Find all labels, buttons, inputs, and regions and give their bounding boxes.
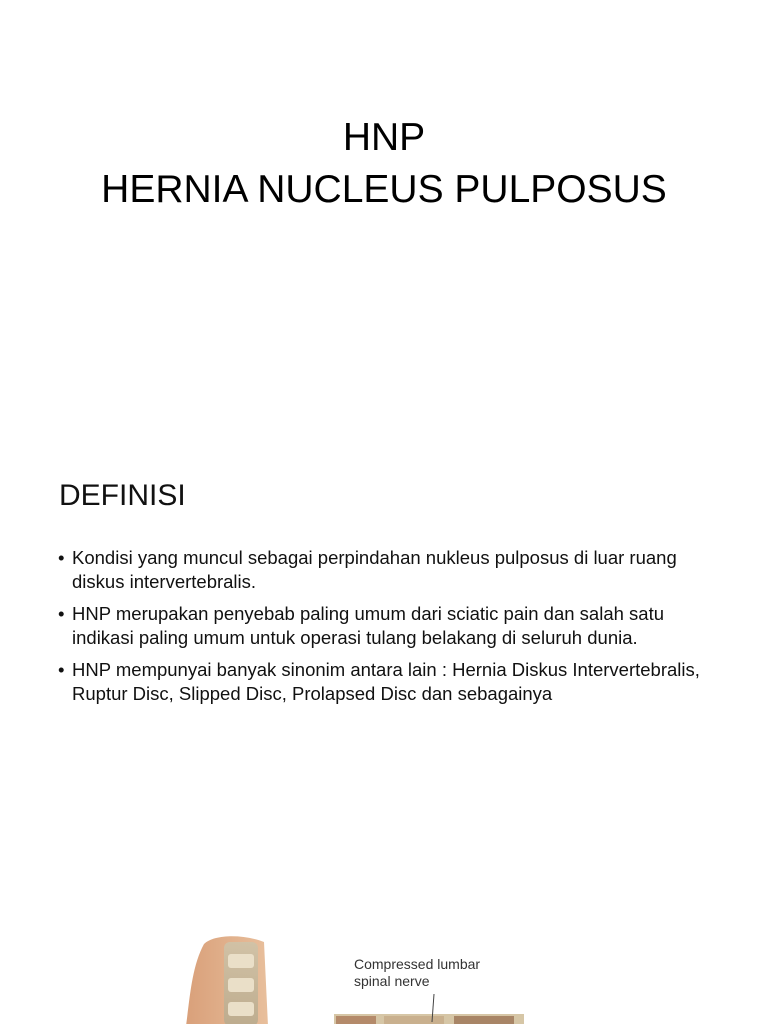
definition-heading: DEFINISI [59,479,186,512]
bullet-item-1 [58,546,708,593]
bullet-dot-icon: • [58,547,65,568]
slide-title [0,112,768,216]
figure-caption-line1: Compressed lumbar [354,956,481,972]
title-abbreviation: HNP [342,116,426,159]
title-full-name: HERNIA NUCLEUS PULPOSUS [101,168,667,211]
figure-slide [0,864,768,1024]
title-slide [0,0,768,432]
bullet-text: HNP merupakan penyebab paling umum dari sciatic pain dan salah satu indikasi paling umum untuk operasi tulang belakang di seluruh dunia. [72,603,665,648]
bullet-item-2 [58,602,708,649]
bullet-text: HNP mempunyai banyak sinonim antara lain : Hernia Diskus Intervertebralis, Ruptur Disc, Slipped Disc, Prolapsed Disc dan sebagainya [72,659,700,704]
definition-bullet-list [58,546,708,714]
bullet-dot-icon: • [58,603,65,624]
bullet-text: Kondisi yang muncul sebagai perpindahan nukleus pulposus di luar ruang diskus intervertebralis. [72,547,677,592]
bullet-dot-icon: • [58,659,65,680]
figure-caption-line2: spinal nerve [354,973,430,989]
figure-caption [354,956,480,990]
bullet-item-3 [58,658,708,705]
spine-illustration [184,936,584,1024]
definition-slide [0,432,768,864]
